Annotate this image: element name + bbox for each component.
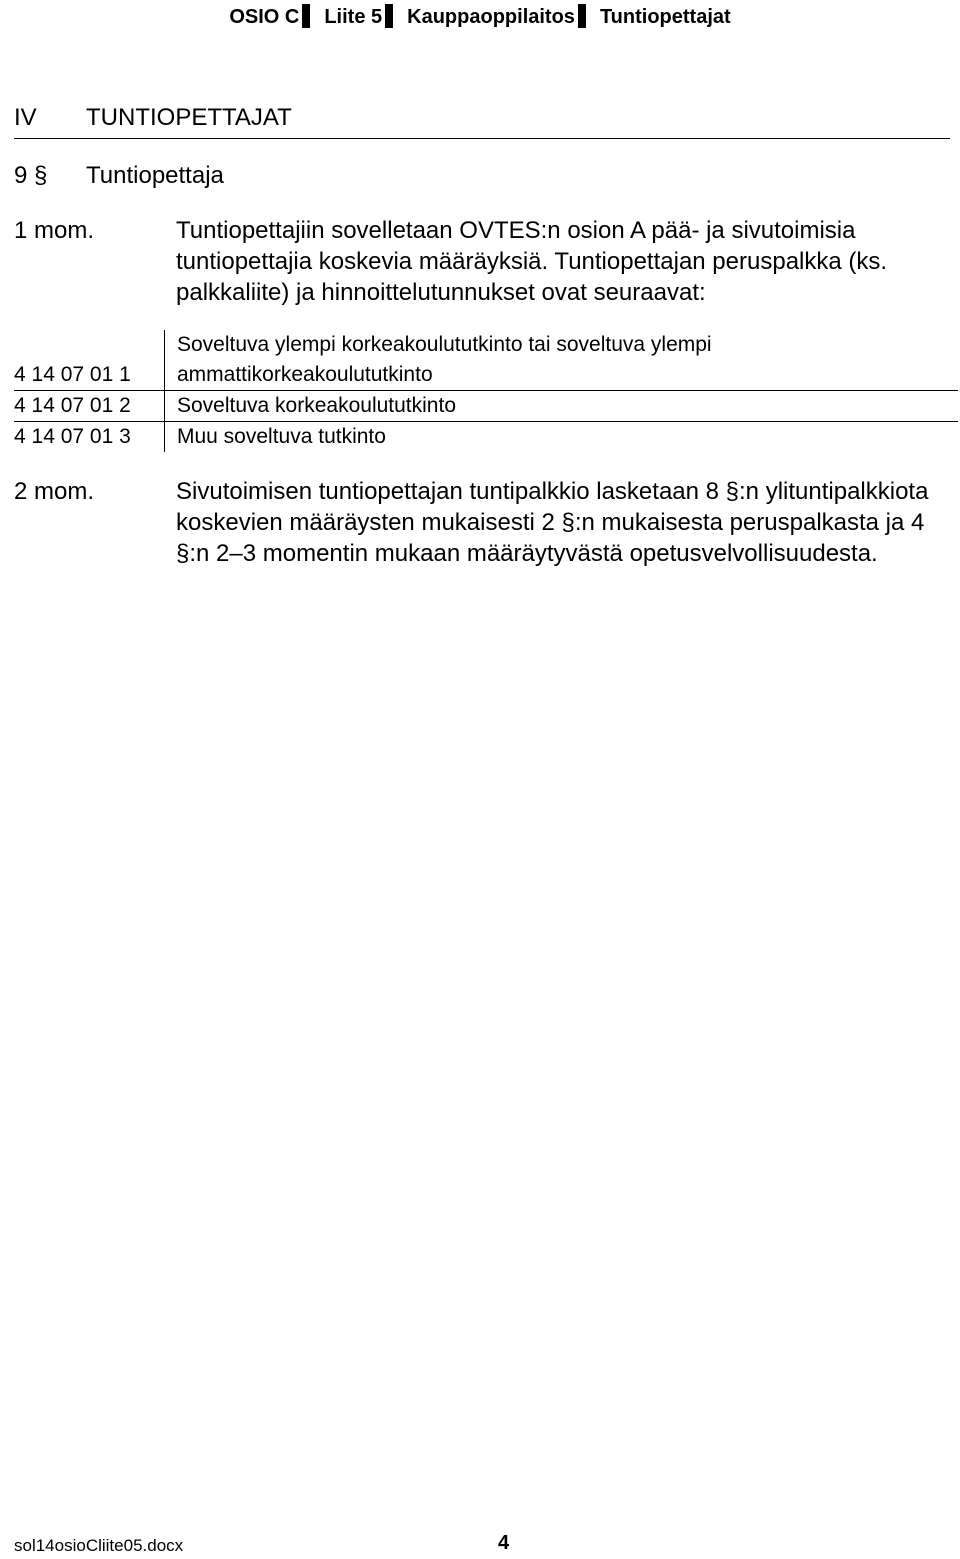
header-part-section: OSIO C [229,6,300,28]
paragraph-title: Tuntiopettaja [86,162,224,189]
code-description: Soveltuva korkeakoulututkinto [164,391,958,421]
code-value: 4 14 07 01 1 [14,363,131,386]
code-value: 4 14 07 01 2 [14,394,131,417]
footer-filename: sol14osioCliite05.docx [14,1536,184,1555]
pricing-code-table [14,330,958,452]
header-part-topic: Tuntiopettajat [599,6,731,28]
code-value: 4 14 07 01 3 [14,425,131,448]
paragraph-number: 9 § [14,162,48,189]
moment-2-label: 2 mom. [14,478,95,505]
page-footer [14,1532,954,1556]
moment-2-text: Sivutoimisen tuntiopettajan tuntipalkkio lasketaan 8 §:n ylituntipalkkiota koskevien määräysten mukaisesti 2 §:n mukaisesta peruspalkasta ja 4 §:n 2–3 momentin mukaan määräytyvästä opetusvelvollisuudesta. [176,478,929,567]
header-separator [302,4,310,28]
section-title: TUNTIOPETTAJAT [86,104,292,131]
header-part-appendix: Liite 5 [324,6,383,28]
header-part-institution: Kauppaoppilaitos [407,6,575,28]
page-header [0,4,960,29]
header-separator [385,4,393,28]
paragraph-heading [14,162,224,190]
code-row [14,330,958,391]
moment-1-text: Tuntiopettajiin sovelletaan OVTES:n osion A pää- ja sivutoimisia tuntiopettajia koskevia määräyksiä. Tuntiopettajan peruspalkka (ks. palkkaliite) ja hinnoittelutunnukset ovat seuraavat: [176,217,888,306]
code-row [14,422,958,452]
code-description: Soveltuva ylempi korkeakoulututkinto tai soveltuva ylempi ammattikorkeakoulututkinto [164,330,958,390]
section-number: IV [14,104,37,131]
code-row [14,391,958,422]
header-separator [578,4,586,28]
moment-1-label: 1 mom. [14,217,95,244]
code-description: Muu soveltuva tutkinto [164,422,958,452]
section-heading [14,104,950,139]
page-number: 4 [498,1532,510,1554]
